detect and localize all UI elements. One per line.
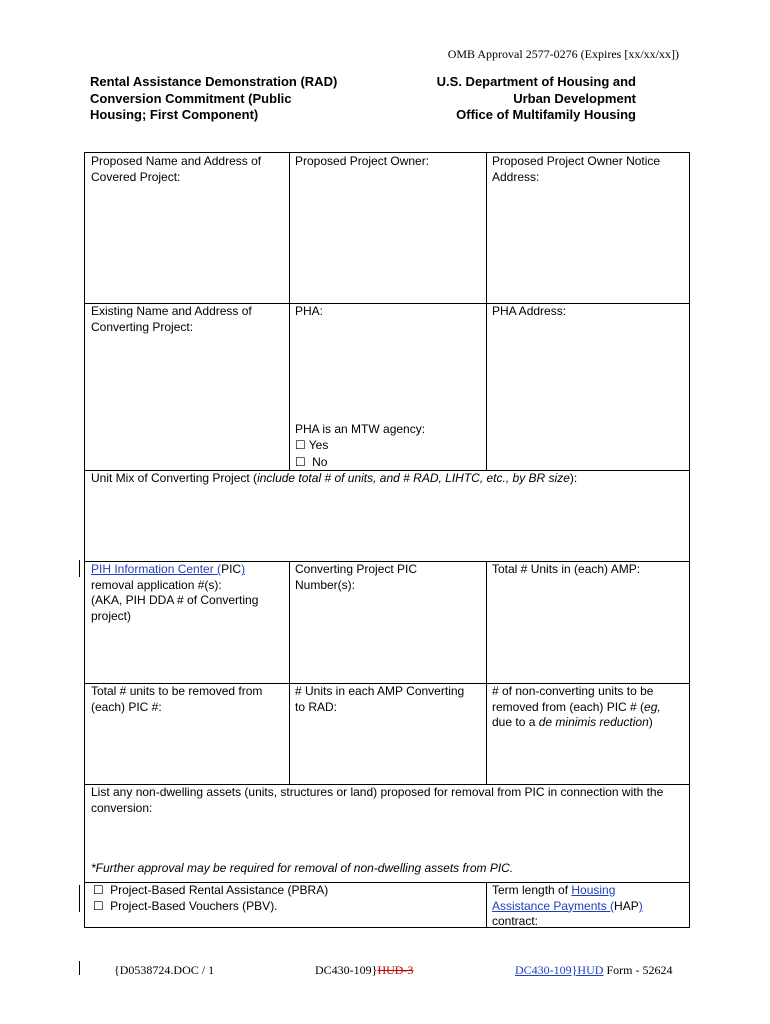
- field-label: HAP: [614, 898, 639, 913]
- doc-id: {D0538724.DOC / 1: [114, 963, 215, 977]
- approval-note: *Further approval may be required for removal of non-dwelling assets from PIC.: [91, 861, 514, 875]
- footer-form-number: [515, 963, 672, 978]
- field-label: Converting Project:: [91, 319, 194, 334]
- struck-text: HUD-3: [377, 963, 414, 977]
- field-label: Proposed Name and Address of: [91, 154, 262, 168]
- revision-bar: [79, 961, 80, 975]
- revision-bar: [79, 560, 80, 577]
- owner-notice-address-field[interactable]: [486, 153, 689, 186]
- pic-number-field[interactable]: [289, 561, 486, 594]
- field-label: (each) PIC #:: [91, 699, 162, 714]
- field-label: PHA Address:: [492, 304, 567, 318]
- program-type-field: [85, 882, 486, 915]
- field-label: Total # units to be removed from: [91, 684, 263, 698]
- field-label: to RAD:: [295, 699, 338, 714]
- field-label: # Units in each AMP Converting: [295, 684, 465, 698]
- link-text[interactable]: ): [638, 898, 643, 913]
- field-label: (AKA, PIH DDA # of Converting: [91, 593, 259, 607]
- housing-link[interactable]: Housing: [571, 883, 616, 897]
- form-code-link[interactable]: DC430-109}HUD: [515, 963, 604, 977]
- mtw-question: [295, 422, 425, 471]
- checkbox-icon[interactable]: ☐: [295, 455, 306, 469]
- form-number: Form - 52624: [603, 963, 673, 977]
- pha-address-field[interactable]: [486, 303, 689, 321]
- form-title-line: Conversion Commitment (Public: [90, 90, 292, 106]
- link-text[interactable]: ): [241, 562, 246, 576]
- agency-title-line: Urban Development: [513, 90, 636, 106]
- field-label: Proposed Project Owner Notice: [492, 154, 661, 168]
- pic-text: PIC: [221, 562, 242, 576]
- field-label: due to a: [492, 715, 539, 729]
- pih-info-center-link[interactable]: [91, 562, 221, 576]
- option-label: Project-Based Vouchers (PBV).: [110, 898, 278, 913]
- field-label: Existing Name and Address of: [91, 304, 252, 318]
- col-divider: [289, 561, 290, 784]
- field-label: # of non-converting units to be: [492, 684, 654, 698]
- field-label: Address:: [492, 169, 540, 184]
- checkbox-icon[interactable]: ☐: [93, 883, 104, 897]
- form-table: [84, 152, 690, 928]
- link-text: PIH Information Center (: [91, 562, 222, 576]
- units-converting-field[interactable]: [289, 683, 486, 716]
- footer-form-code: [315, 963, 413, 978]
- revision-bar: [79, 885, 80, 912]
- project-owner-field[interactable]: [289, 153, 486, 171]
- field-label: Total # Units in (each) AMP:: [492, 562, 641, 576]
- field-label-italic: de minimis reduction: [538, 715, 649, 729]
- hap-term-field[interactable]: [486, 882, 689, 931]
- field-label: List any non-dwelling assets (units, structures or land) proposed for removal from PIC in connection with the conversion:: [91, 785, 664, 815]
- form-title-line: Rental Assistance Demonstration (RAD): [90, 74, 338, 89]
- pbra-option[interactable]: [93, 883, 480, 899]
- hap-link[interactable]: Assistance Payments (: [492, 898, 615, 913]
- option-label: Project-Based Rental Assistance (PBRA): [110, 883, 329, 897]
- field-label-italic: include total # of units, and # RAD, LIHTC, etc., by BR size: [257, 471, 570, 485]
- non-converting-units-field[interactable]: [486, 683, 689, 732]
- pbv-option[interactable]: [93, 899, 480, 915]
- form-title: [90, 74, 390, 124]
- col-divider: [486, 561, 487, 784]
- mtw-label: PHA is an MTW agency:: [295, 422, 426, 436]
- non-dwelling-assets-field[interactable]: [85, 784, 689, 882]
- field-label: Proposed Project Owner:: [295, 154, 430, 168]
- covered-project-field[interactable]: [85, 153, 289, 186]
- agency-title: [380, 74, 636, 124]
- form-code: DC430-109}: [315, 963, 378, 977]
- checkbox-icon[interactable]: ☐: [295, 437, 306, 452]
- field-label: Covered Project:: [91, 169, 181, 184]
- option-label: No: [312, 455, 328, 469]
- field-label: contract:: [492, 914, 539, 928]
- option-label: Yes: [308, 437, 329, 452]
- units-removed-field[interactable]: [85, 683, 289, 716]
- mtw-yes-option[interactable]: [295, 438, 425, 454]
- field-label: project): [91, 608, 132, 623]
- total-units-amp-field[interactable]: [486, 561, 689, 579]
- mtw-no-option[interactable]: [295, 455, 425, 471]
- pic-removal-field[interactable]: [85, 561, 289, 625]
- field-label: ): [648, 715, 653, 729]
- field-label: ):: [569, 471, 578, 485]
- omb-approval: OMB Approval 2577-0276 (Expires [xx/xx/xx]): [447, 47, 679, 61]
- field-label: removed from (each) PIC # (: [492, 699, 645, 714]
- field-label: Converting Project PIC: [295, 562, 418, 576]
- field-label: PHA:: [295, 304, 324, 318]
- agency-title-line: U.S. Department of Housing and: [436, 74, 636, 89]
- field-label-italic: eg,: [644, 699, 661, 714]
- field-label: Term length of: [492, 883, 572, 897]
- converting-project-field[interactable]: [85, 303, 289, 336]
- agency-title-line: Office of Multifamily Housing: [456, 107, 636, 122]
- field-label: removal application #(s):: [91, 577, 222, 592]
- checkbox-icon[interactable]: ☐: [93, 898, 104, 913]
- pha-field[interactable]: [289, 303, 486, 470]
- field-label: Number(s):: [295, 577, 356, 592]
- form-title-line: Housing; First Component): [90, 107, 259, 122]
- field-label: Unit Mix of Converting Project (: [91, 471, 258, 485]
- unit-mix-field[interactable]: [85, 470, 689, 488]
